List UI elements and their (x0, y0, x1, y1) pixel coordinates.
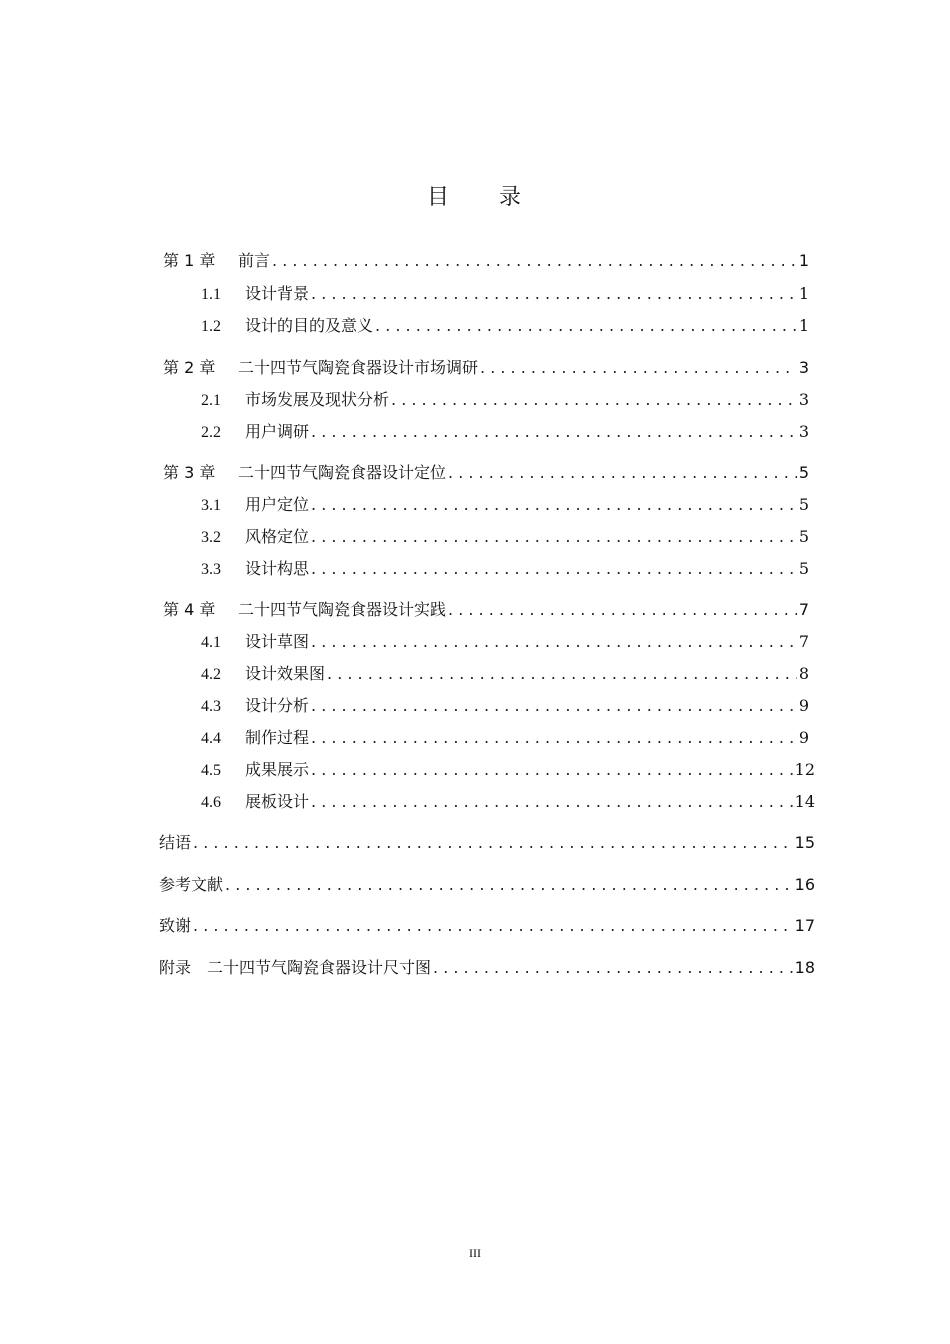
toc-entry-section-1-1[interactable] (201, 281, 809, 304)
toc-entry-section-4-3[interactable] (201, 693, 809, 716)
toc-section-number: 3.3 (201, 561, 221, 578)
toc-page-number: 14 (794, 792, 815, 811)
toc-dot-leader (311, 632, 797, 651)
toc-entry-title: 设计分析 (245, 696, 310, 715)
toc-entry-chapter-3[interactable] (163, 460, 809, 483)
toc-dot-leader (311, 559, 797, 578)
toc-page-number: 17 (794, 916, 815, 935)
toc-entry-title: 展板设计 (245, 792, 310, 811)
toc-entry-conclusion[interactable] (159, 830, 815, 853)
toc-chapter-number: 第 4 章 (163, 600, 216, 619)
toc-dot-leader (272, 251, 797, 270)
toc-entry-title: 二十四节气陶瓷食器设计定位 (238, 463, 447, 482)
toc-section-number: 1.1 (201, 286, 221, 303)
toc-entry-title: 设计的目的及意义 (245, 316, 374, 335)
toc-section-number: 4.6 (201, 794, 221, 811)
toc-entry-title: 附录 二十四节气陶瓷食器设计尺寸图 (159, 958, 432, 977)
toc-page-number: 15 (794, 833, 815, 852)
toc-title (0, 180, 950, 211)
toc-page-number: 5 (798, 463, 809, 482)
toc-entry-title: 结语 (159, 833, 192, 852)
toc-entry-title: 成果展示 (245, 760, 310, 779)
toc-page-number: 9 (798, 696, 809, 715)
toc-entry-title: 设计效果图 (245, 664, 326, 683)
toc-entry-title: 致谢 (159, 916, 192, 935)
toc-page-number: 8 (798, 664, 809, 683)
toc-entry-section-1-2[interactable] (201, 313, 809, 336)
toc-page-number: 18 (794, 958, 815, 977)
toc-dot-leader (480, 358, 797, 377)
toc-section-number: 3.2 (201, 529, 221, 546)
toc-entry-title: 设计草图 (245, 632, 310, 651)
toc-dot-leader (311, 696, 797, 715)
toc-entry-title: 设计背景 (245, 284, 310, 303)
toc-page-number: 16 (794, 875, 815, 894)
toc-page-number: 3 (798, 390, 809, 409)
toc-entry-chapter-1[interactable] (163, 248, 809, 271)
toc-dot-leader (433, 958, 793, 977)
toc-page-number: 3 (798, 358, 809, 377)
toc-entry-section-2-2[interactable] (201, 419, 809, 442)
toc-page-number: 5 (798, 495, 809, 514)
toc-page-number: 3 (798, 422, 809, 441)
toc-dot-leader (448, 600, 797, 619)
toc-page-number: 5 (798, 559, 809, 578)
toc-page-number: 12 (794, 760, 815, 779)
toc-dot-leader (311, 495, 797, 514)
toc-entry-section-3-3[interactable] (201, 556, 809, 579)
toc-dot-leader (375, 316, 797, 335)
toc-section-number: 1.2 (201, 318, 221, 335)
toc-page-number: 7 (798, 632, 809, 651)
toc-dot-leader (311, 728, 797, 747)
toc-dot-leader (193, 916, 793, 935)
toc-entry-section-3-1[interactable] (201, 492, 809, 515)
toc-entry-title: 制作过程 (245, 728, 310, 747)
page-footer-number: III (469, 1246, 481, 1260)
toc-entry-acknowledgements[interactable] (159, 913, 815, 936)
toc-section-number: 2.2 (201, 424, 221, 441)
toc-entry-title: 风格定位 (245, 527, 310, 546)
toc-dot-leader (311, 527, 797, 546)
toc-section-number: 4.1 (201, 634, 221, 651)
toc-entry-title: 用户调研 (245, 422, 310, 441)
toc-dot-leader (311, 422, 797, 441)
toc-title-char-2: 录 (499, 185, 524, 210)
toc-chapter-number: 第 3 章 (163, 463, 216, 482)
toc-dot-leader (225, 875, 793, 894)
toc-entry-section-4-1[interactable] (201, 629, 809, 652)
toc-page-number: 7 (798, 600, 809, 619)
toc-entry-title: 市场发展及现状分析 (245, 390, 390, 409)
toc-entry-references[interactable] (159, 872, 815, 895)
toc-dot-leader (193, 833, 793, 852)
toc-entry-section-4-5[interactable] (201, 757, 815, 780)
toc-dot-leader (448, 463, 797, 482)
toc-dot-leader (391, 390, 797, 409)
toc-entry-appendix[interactable] (159, 955, 815, 978)
toc-title-char-1: 目 (426, 185, 451, 210)
toc-section-number: 4.3 (201, 698, 221, 715)
toc-page-number: 1 (798, 284, 809, 303)
toc-entry-chapter-2[interactable] (163, 355, 809, 378)
toc-dot-leader (311, 760, 793, 779)
toc-dot-leader (311, 792, 793, 811)
toc-page-number: 5 (798, 527, 809, 546)
toc-page-number: 1 (798, 251, 809, 270)
toc-entry-section-4-6[interactable] (201, 789, 815, 812)
toc-entry-section-4-2[interactable] (201, 661, 809, 684)
toc-entry-section-4-4[interactable] (201, 725, 809, 748)
toc-entry-section-2-1[interactable] (201, 387, 809, 410)
toc-entry-title: 二十四节气陶瓷食器设计实践 (238, 600, 447, 619)
toc-section-number: 4.2 (201, 666, 221, 683)
toc-section-number: 4.4 (201, 730, 221, 747)
toc-entry-section-3-2[interactable] (201, 524, 809, 547)
toc-section-number: 4.5 (201, 762, 221, 779)
toc-entry-title: 设计构思 (245, 559, 310, 578)
toc-entry-title: 用户定位 (245, 495, 310, 514)
toc-entry-title: 二十四节气陶瓷食器设计市场调研 (238, 358, 479, 377)
toc-entry-chapter-4[interactable] (163, 597, 809, 620)
toc-section-number: 3.1 (201, 497, 221, 514)
toc-section-number: 2.1 (201, 392, 221, 409)
toc-dot-leader (311, 284, 797, 303)
toc-page-number: 1 (798, 316, 809, 335)
toc-page-number: 9 (798, 728, 809, 747)
toc-entry-title: 参考文献 (159, 875, 224, 894)
toc-chapter-number: 第 2 章 (163, 358, 216, 377)
toc-chapter-number: 第 1 章 (163, 251, 216, 270)
toc-entry-title: 前言 (238, 251, 271, 270)
toc-dot-leader (327, 664, 797, 683)
